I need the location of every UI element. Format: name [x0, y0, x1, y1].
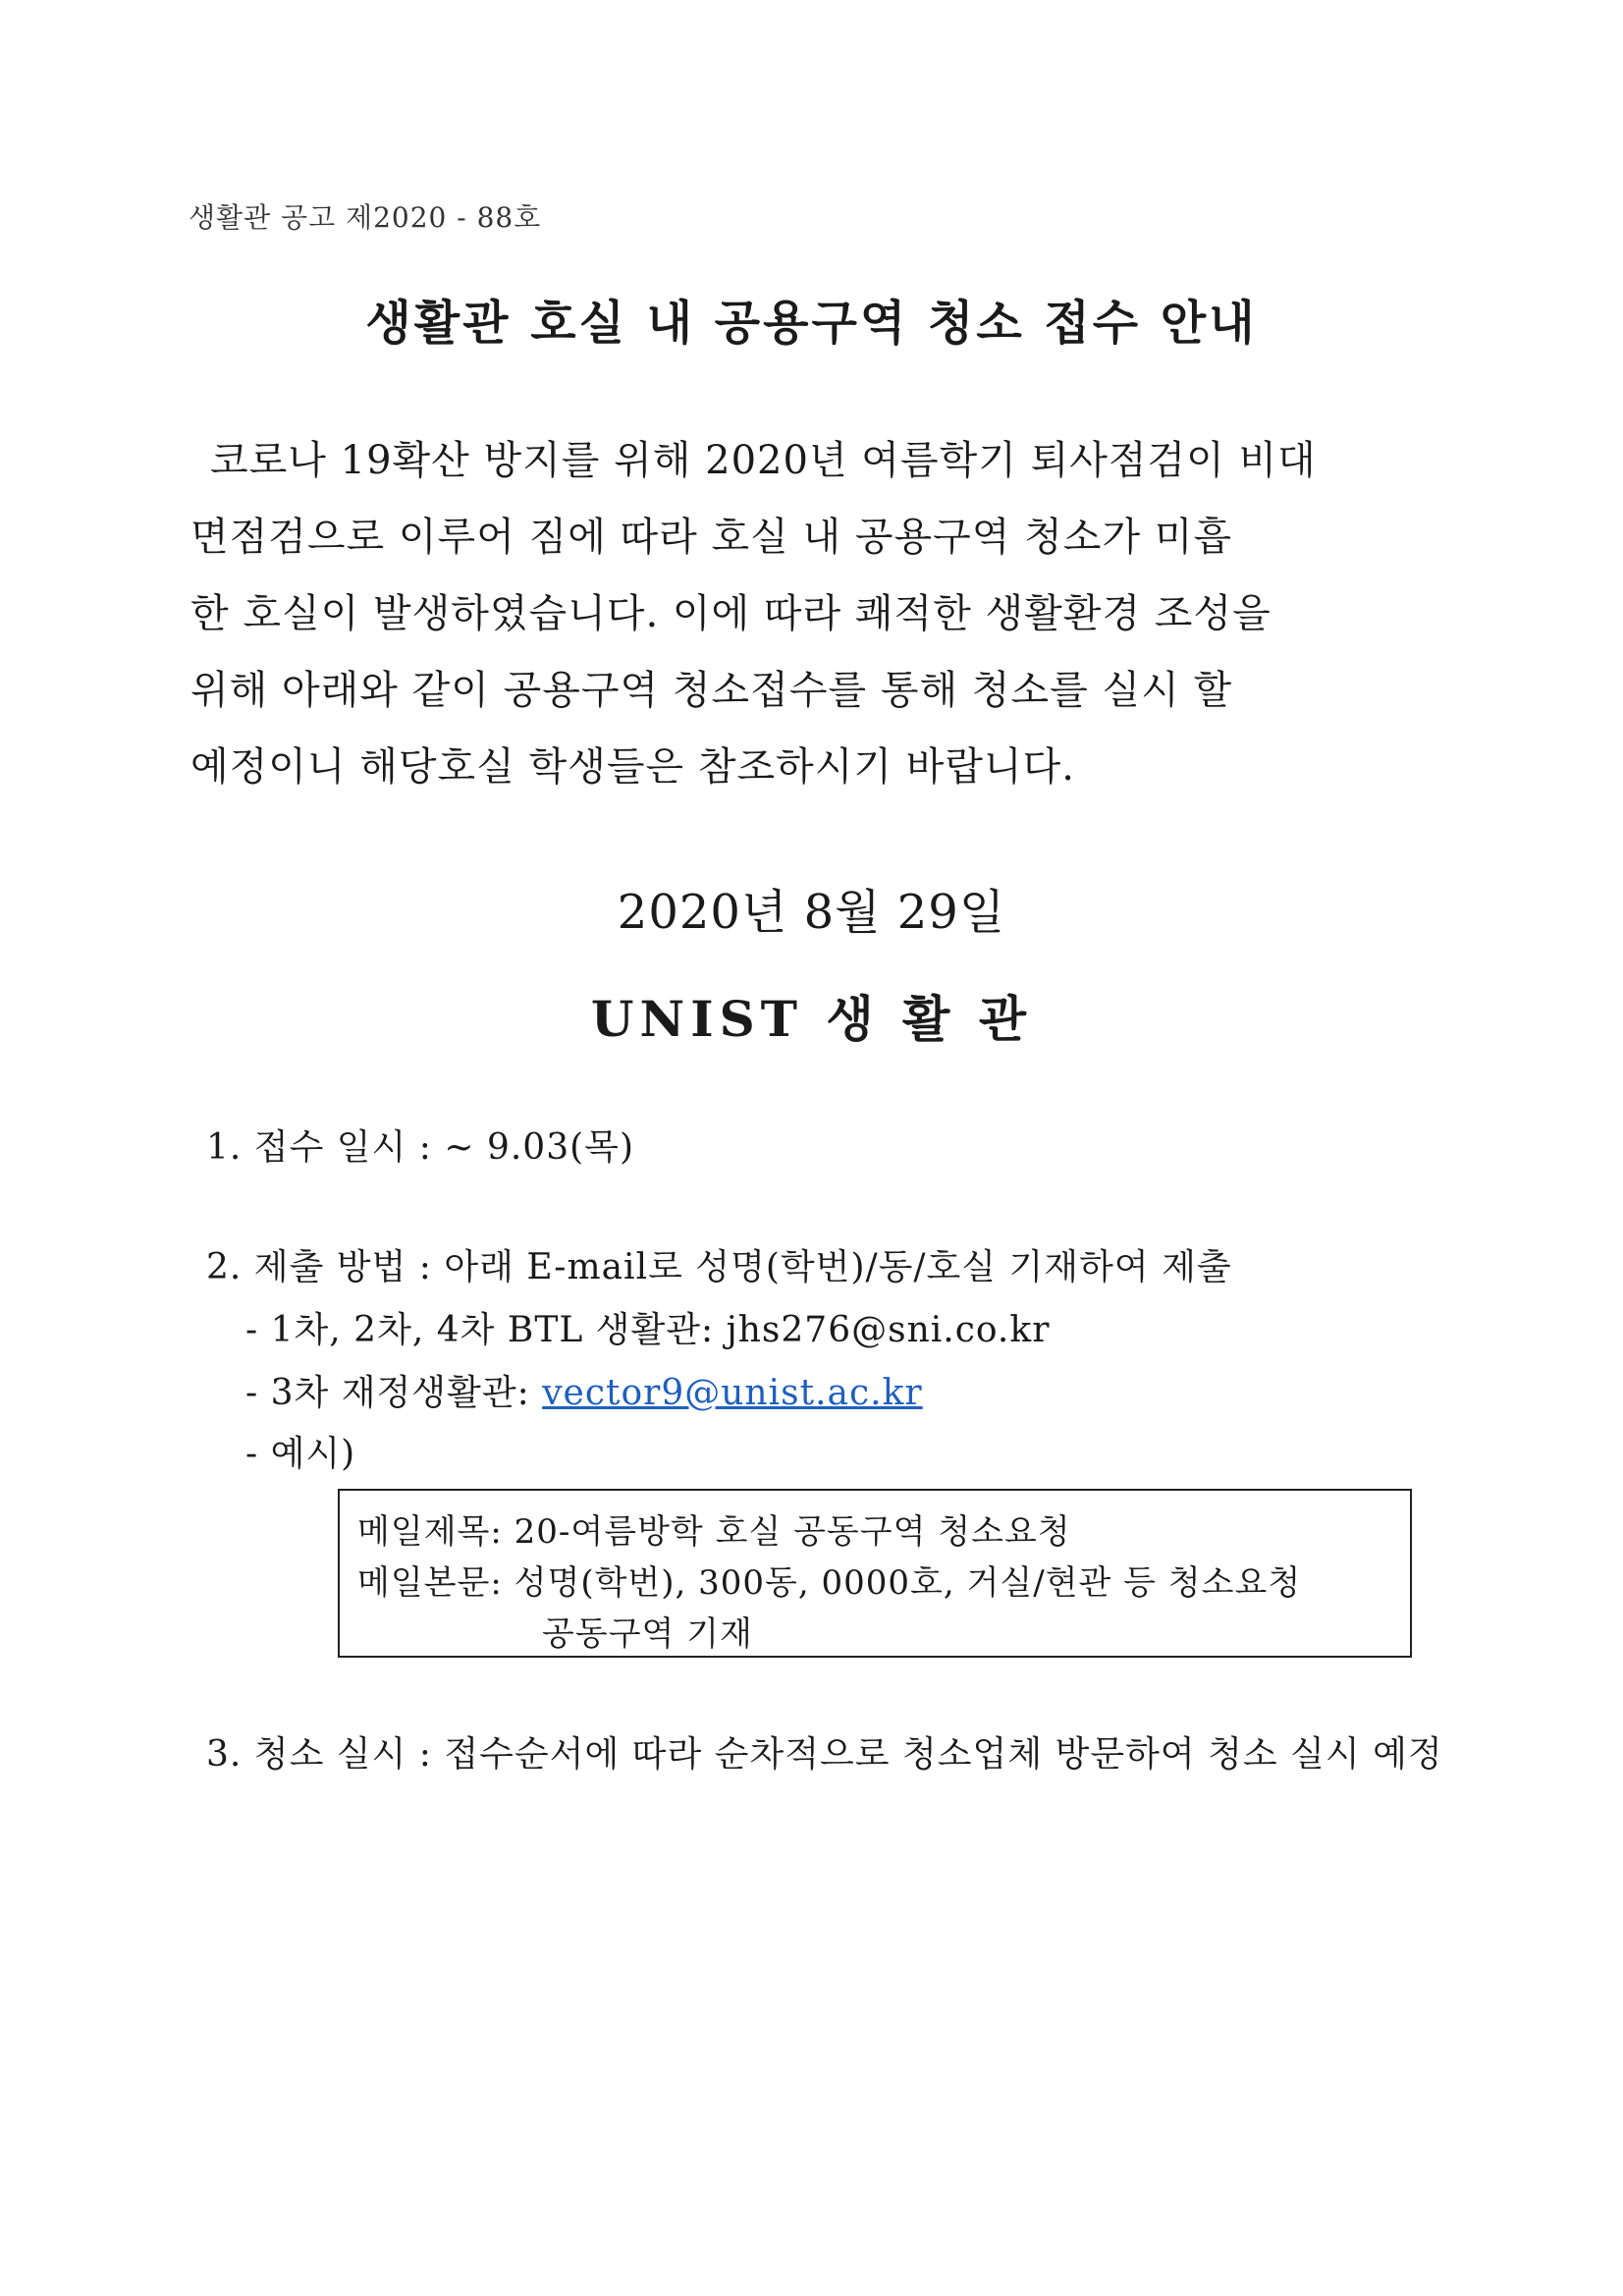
- body-line: 예정이니 해당호실 학생들은 참조하시기 바랍니다.: [190, 744, 1076, 790]
- body-line: 위해 아래와 같이 공용구역 청소접수를 통해 청소를 실시 할: [190, 668, 1233, 713]
- finance-email-link[interactable]: vector9@unist.ac.kr: [542, 1373, 923, 1413]
- item-reception-period: 1. 접수 일시 : ~ 9.03(목): [206, 1127, 634, 1168]
- item-cleaning: 3. 청소 실시 : 접수순서에 따라 순차적으로 청소업체 방문하여 청소 실시 예정: [206, 1734, 1443, 1775]
- body-line: 코로나 19확산 방지를 위해 2020년 여름학기 퇴사점검이 비대: [210, 438, 1317, 483]
- issuer-name: UNIST 생 활 관: [590, 990, 1033, 1048]
- example-body-line-continued: 공동구역 기재: [542, 1614, 753, 1654]
- item-submission-method: 2. 제출 방법 : 아래 E-mail로 성명(학번)/동/호실 기재하여 제출: [206, 1247, 1232, 1287]
- finance-dorm-label: - 3차 재정생활관:: [245, 1373, 543, 1413]
- body-line: 한 호실이 발생하였습니다. 이에 따라 쾌적한 생활환경 조성을: [190, 591, 1271, 636]
- sub-item-example-label: - 예시): [245, 1434, 356, 1474]
- document-date: 2020년 8월 29일: [617, 885, 1006, 940]
- notice-number: 생활관 공고 제2020 - 88호: [189, 201, 542, 234]
- body-paragraph: [190, 422, 1467, 805]
- document-title: 생활관 호실 내 공용구역 청소 접수 안내: [365, 296, 1258, 351]
- sub-item-btl-email: - 1차, 2차, 4차 BTL 생활관: jhs276@sni.co.kr: [245, 1310, 1051, 1350]
- body-line: 면점검으로 이루어 짐에 따라 호실 내 공용구역 청소가 미흡: [190, 515, 1233, 560]
- sub-item-finance-dorm: [245, 1365, 923, 1415]
- example-box: [338, 1489, 1412, 1658]
- example-body-line: 메일본문: 성명(학번), 300동, 0000호, 거실/현관 등 청소요청: [357, 1563, 1302, 1603]
- example-subject-line: 메일제목: 20-여름방학 호실 공동구역 청소요청: [357, 1512, 1071, 1552]
